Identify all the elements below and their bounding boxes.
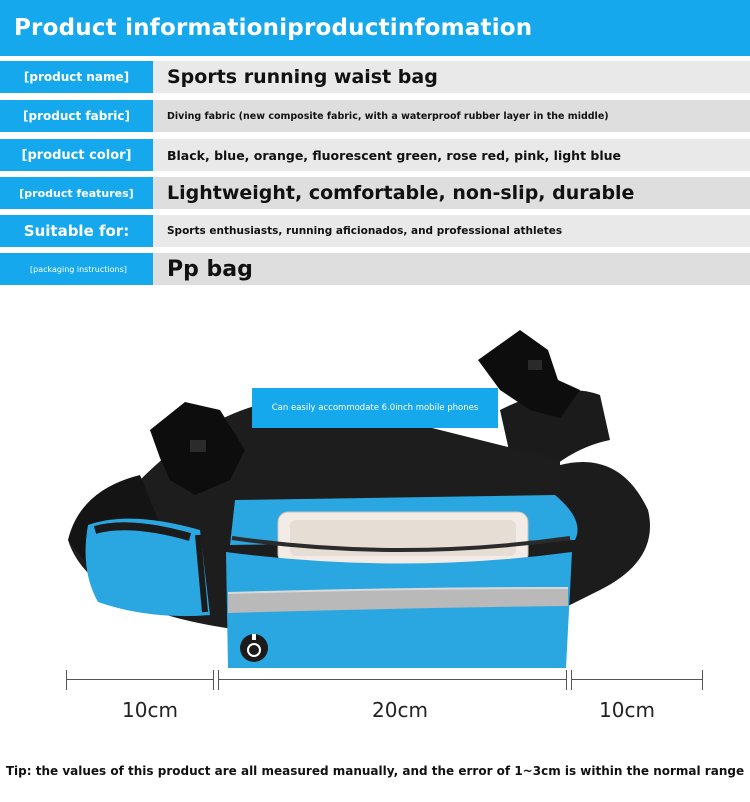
info-label: [product fabric] <box>0 100 153 132</box>
info-row-suitable <box>0 215 750 247</box>
info-label: Suitable for: <box>0 215 153 247</box>
info-label: [product color] <box>0 139 153 171</box>
page-title: Product informationiproductinfomation <box>0 0 750 56</box>
dimension-label-left: 10cm <box>122 698 178 722</box>
dimension-label-center: 20cm <box>372 698 428 722</box>
info-value: Pp bag <box>167 256 253 282</box>
info-label: [product features] <box>0 177 153 209</box>
side-pocket <box>86 519 210 617</box>
info-row-name <box>0 61 750 93</box>
info-value: Sports enthusiasts, running aficionados, and professional athletes <box>167 225 563 237</box>
dimension-line-left <box>66 679 214 680</box>
info-value: Lightweight, comfortable, non-slip, durable <box>167 182 635 204</box>
info-value: Sports running waist bag <box>167 66 438 88</box>
info-label: [packaging instructions] <box>0 253 153 285</box>
dimension-tick <box>218 670 219 690</box>
info-label: [product name] <box>0 61 153 93</box>
info-row-packaging <box>0 253 750 285</box>
info-row-features <box>0 177 750 209</box>
dimension-tick <box>213 670 214 690</box>
dimension-label-right: 10cm <box>599 698 655 722</box>
waist-bag-image <box>0 290 750 670</box>
info-value: Black, blue, orange, fluorescent green, rose red, pink, light blue <box>167 147 622 163</box>
dimension-tick <box>571 670 572 690</box>
callout-badge: Can easily accommodate 6.0inch mobile phones <box>252 388 498 428</box>
dimension-tick <box>702 670 703 690</box>
dimension-tick <box>66 670 67 690</box>
tip-note: Tip: the values of this product are all measured manually, and the error of 1~3cm is within the normal range <box>5 764 745 778</box>
info-row-color <box>0 139 750 171</box>
dimension-line-center <box>218 679 566 680</box>
info-value: Diving fabric (new composite fabric, with a waterproof rubber layer in the middle) <box>167 110 609 122</box>
info-row-fabric <box>0 100 750 132</box>
dimension-line-right <box>571 679 703 680</box>
dimension-tick <box>566 670 567 690</box>
